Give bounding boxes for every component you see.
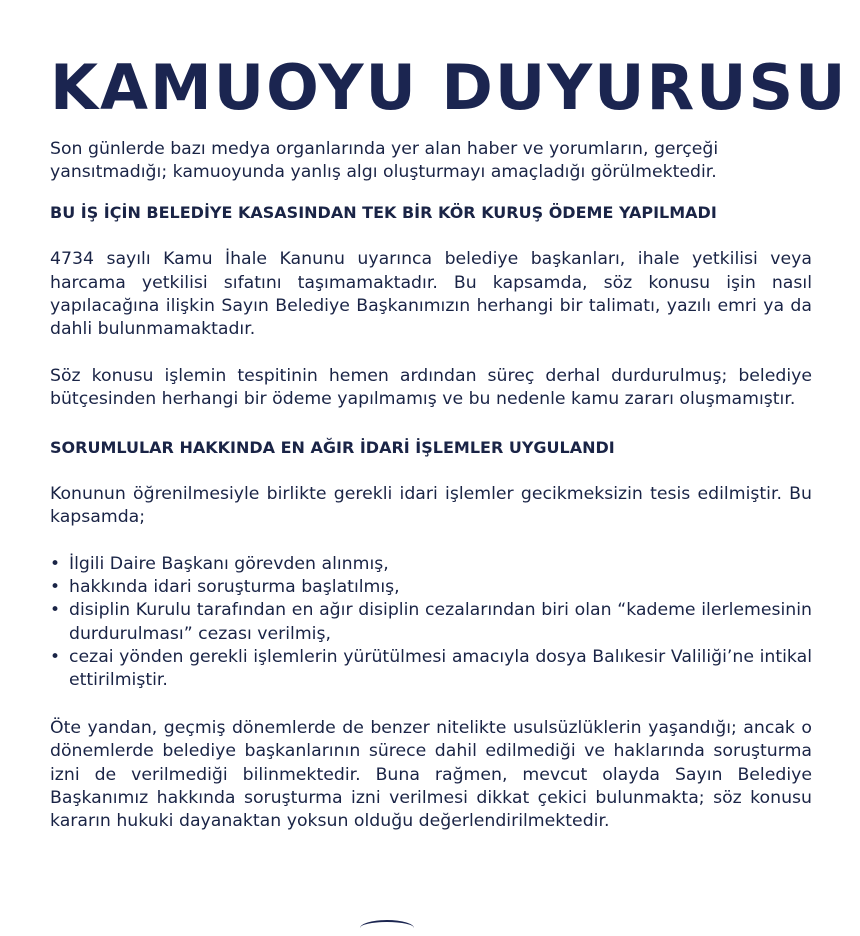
paragraph-past-periods: Öte yandan, geçmiş dönemlerde de benzer nitelikte usulsüzlüklerin yaşandığı; ancak o dönemlerde belediye başkanlarının sürece dahil edilmediği ve haklarında soruşturma izni de verilmediği bilinmektedir. Buna rağmen, mevcut olayda Sayın Belediye Başkanımız hakkında soruşturma izni verilmesi dikkat çekici bulunmakta; söz konusu kararın hukuki dayanaktan yoksun olduğu değerlendirilmektedir.: [50, 718, 812, 832]
announcement-document: [50, 51, 848, 833]
section-heading-sanctions: SORUMLULAR HAKKINDA EN AĞIR İDARİ İŞLEMLER UYGULANDI: [50, 437, 615, 457]
intro-paragraph: Son günlerde bazı medya organlarında yer alan haber ve yorumların, gerçeği yansıtmadığı; kamuoyunda yanlış algı oluşturmayı amaçladığı görülmektedir.: [50, 139, 719, 183]
list-item-text: hakkında idari soruşturma başlatılmış,: [69, 577, 400, 598]
list-item: [50, 576, 812, 599]
list-item: [50, 599, 812, 645]
list-item: [50, 553, 812, 576]
section-heading-payment: BU İŞ İÇİN BELEDİYE KASASINDAN TEK BİR KÖR KURUŞ ÖDEME YAPILMADI: [50, 203, 717, 223]
page-title: KAMUOYU DUYURUSU: [50, 51, 848, 124]
bullet-icon: •: [50, 600, 61, 621]
bullet-icon: •: [50, 577, 61, 598]
bullet-icon: •: [50, 646, 61, 667]
list-item-text: İlgili Daire Başkanı görevden alınmış,: [69, 554, 389, 575]
paragraph-administrative-actions: Konunun öğrenilmesiyle birlikte gerekli idari işlemler gecikmeksizin tesis edilmiştir. Bu kapsamda;: [50, 483, 812, 527]
paragraph-process-stopped: Söz konusu işlemin tespitinin hemen ardından süreç derhal durdurulmuş; belediye bütçesinden herhangi bir ödeme yapılmamış ve bu nedenle kamu zararı oluşmamıştır.: [50, 366, 812, 410]
list-item-text: cezai yönden gerekli işlemlerin yürütülmesi amacıyla dosya Balıkesir Valiliği’ne intikal ettirilmiştir.: [69, 646, 812, 691]
list-item: [50, 646, 812, 692]
bullet-icon: •: [50, 554, 61, 575]
logo-arc-fragment: [360, 920, 414, 936]
list-item-text: disiplin Kurulu tarafından en ağır disiplin cezalarından biri olan “kademe ilerlemesinin durdurulması” cezası verilmiş,: [69, 600, 812, 644]
sanctions-list: [50, 553, 812, 692]
paragraph-tender-law: 4734 sayılı Kamu İhale Kanunu uyarınca belediye başkanları, ihale yetkilisi veya harcama yetkilisi sıfatını taşımamaktadır. Bu kapsamda, söz konusu işin nasıl yapılacağına ilişkin Sayın Belediye Başkanımızın herhangi bir talimatı, yazılı emri ya da dahli bulunmamaktadır.: [50, 249, 812, 340]
